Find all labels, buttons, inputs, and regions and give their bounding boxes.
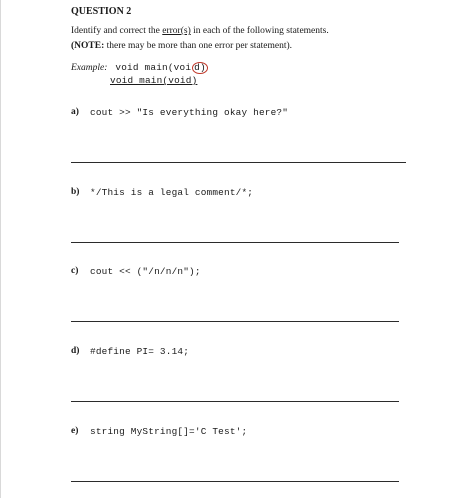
example-label: Example: (71, 63, 108, 73)
example-corrected: void main(void) (110, 75, 198, 86)
answer-line-b (71, 242, 399, 243)
note-text: there may be more than one error per statement). (104, 41, 293, 51)
note (71, 41, 292, 51)
instruction-prefix: Identify and correct the (71, 26, 163, 36)
instruction (71, 26, 329, 36)
page-edge (0, 0, 1, 498)
item-e-code: string MyString[]='C Test'; (90, 426, 248, 437)
item-a-label: a) (71, 107, 79, 117)
item-c-label: c) (71, 266, 79, 276)
item-b-code: */This is a legal comment/*; (90, 187, 254, 198)
question-title: QUESTION 2 (71, 6, 132, 17)
answer-line-c (71, 321, 399, 322)
answer-line-a (71, 162, 406, 163)
instruction-suffix: in each of the following statements. (190, 26, 329, 36)
item-b-label: b) (71, 187, 80, 197)
item-c-code: cout << ("/n/n/n"); (90, 266, 201, 277)
example-line (71, 57, 208, 75)
instruction-errors-link: error(s) (162, 26, 191, 36)
item-e-label: e) (71, 426, 79, 436)
example-code (115, 62, 207, 73)
error-circle-mark: d) (194, 62, 206, 73)
item-a-code: cout >> "Is everything okay here?" (90, 107, 289, 118)
item-d-code: #define PI= 3.14; (90, 346, 190, 357)
example-code-start: void main(voi (115, 62, 192, 73)
answer-line-e (71, 481, 399, 482)
item-d-label: d) (71, 346, 80, 356)
answer-line-d (71, 401, 399, 402)
note-label: (NOTE: (71, 41, 105, 51)
